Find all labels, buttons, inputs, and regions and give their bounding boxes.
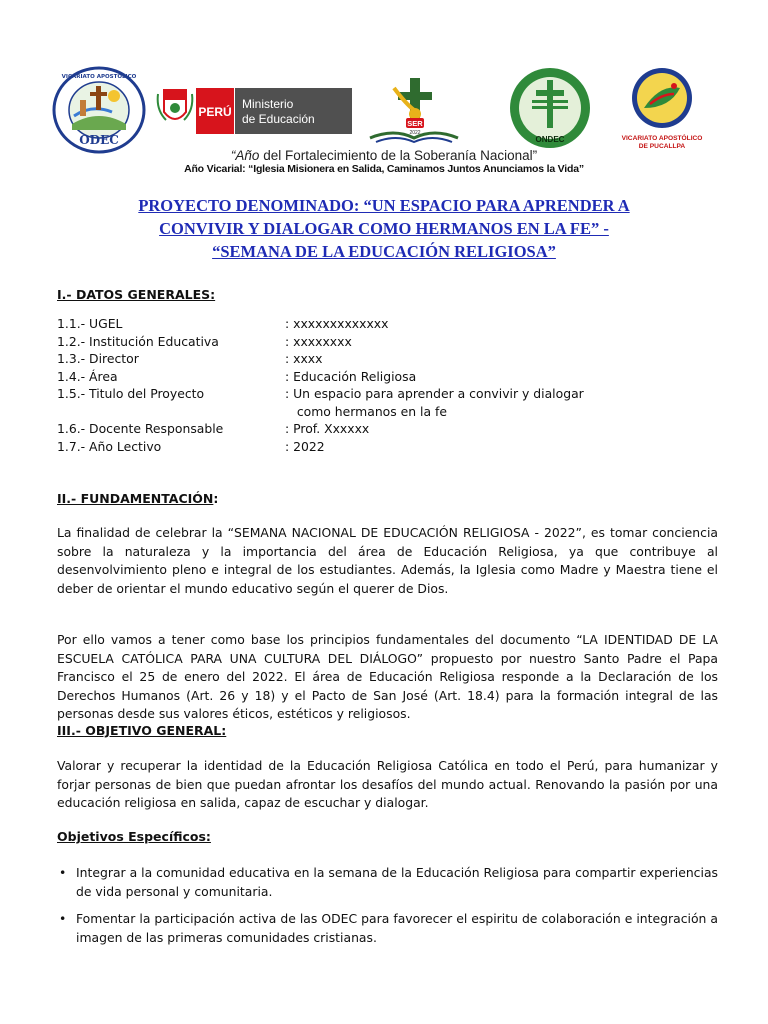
fundamentacion-paragraph-1: La finalidad de celebrar la “SEMANA NACIONAL DE EDUCACIÓN RELIGIOSA - 2022”, es tomar conciencia sobre la naturaleza y la importancia del área de Educación Religiosa, ya que contribuye al desenvolvimiento pleno e integral de los estudiantes. Además, la Iglesia como Madre y Maestra tiene el deber de orientar el mundo educativo según el querer de Dios.: [57, 525, 718, 596]
datos-value: como hermanos en la fe: [285, 403, 448, 419]
vicariato-pucallpa-logo: [614, 64, 710, 160]
objetivo-general-paragraph: Valorar y recuperar la identidad de la Educación Religiosa Católica en todo el Perú, para humanizar y forjar personas de bien que puedan afrontar los desafíos del mundo actual. Renovando la pasión por una educación religiosa en salida, capaz de escuchar y dialogar.: [57, 758, 718, 810]
list-item-text: Fomentar la participación activa de las ODEC para favorecer el espiritu de colaboración e integración a imagen de las primeras comunidades cristianas.: [76, 911, 718, 945]
year-motto: [0, 148, 768, 163]
peru-ministerio-logo: [156, 80, 356, 140]
list-item: [57, 910, 718, 947]
datos-value: : xxxx: [285, 351, 323, 366]
project-title: [40, 194, 728, 263]
vicariato-right-line1: VICARIATO APOSTÓLICO: [621, 135, 703, 142]
year-motto-rest: del Fortalecimiento de la Soberanía Nacional”: [259, 148, 538, 163]
datos-value: : Educación Religiosa: [285, 368, 417, 384]
datos-key: 1.2.- Institución Educativa: [57, 333, 219, 349]
section-heading-objetivo-general: III.- OBJETIVO GENERAL:: [57, 723, 227, 738]
vicariato-odec-seal-logo: [52, 66, 146, 154]
year-motto-prefix: “Año: [230, 148, 260, 163]
ser-year: 2022: [409, 130, 421, 136]
ser-text: SER: [407, 119, 423, 128]
objetivos-especificos-list: [57, 864, 718, 956]
fundamentacion-heading-text: II.- FUNDAMENTACIÓN: [57, 491, 214, 506]
section-heading-fundamentacion: [57, 491, 218, 506]
datos-row: [57, 334, 717, 352]
datos-key: 1.3.- Director: [57, 351, 139, 366]
datos-row: [57, 369, 717, 387]
datos-row: [57, 316, 717, 334]
ondec-badge-text: ONDEC: [535, 135, 565, 144]
datos-key: 1.4.- Área: [57, 368, 118, 384]
datos-key: 1.1.- UGEL: [57, 316, 123, 331]
datos-row: [57, 386, 717, 404]
vicarial-motto: Año Vicarial: “Iglesia Misionera en Salida, Caminamos Juntos Anunciamos la Vida”: [184, 163, 584, 175]
datos-row: [57, 439, 717, 457]
datos-value: : Un espacio para aprender a convivir y dialogar: [285, 386, 584, 401]
datos-key: 1.5.- Titulo del Proyecto: [57, 386, 205, 401]
section-heading-datos-generales: I.- DATOS GENERALES:: [57, 287, 216, 302]
logo-row: [0, 60, 768, 160]
datos-value: : Prof. Xxxxxx: [285, 421, 370, 436]
datos-key: 1.7.- Año Lectivo: [57, 438, 162, 454]
peru-text: PERÚ: [198, 105, 232, 119]
ministerio-line2: de Educación: [242, 112, 315, 126]
datos-value: : xxxxxxxx: [285, 333, 352, 349]
datos-value: : 2022: [285, 438, 325, 454]
objetivos-especificos-heading: Objetivos Específicos:: [57, 829, 211, 844]
list-item-text: Integrar a la comunidad educativa en la semana de la Educación Religiosa para compartir experiencias de vida personal y comunitaria.: [76, 865, 718, 899]
ondec-logo: [508, 66, 592, 150]
project-title-line2: CONVIVIR Y DIALOGAR COMO HERMANOS EN LA FE” -: [159, 219, 609, 238]
datos-row: [57, 421, 717, 439]
fundamentacion-paragraph-2: Por ello vamos a tener como base los principios fundamentales del documento “LA IDENTIDAD DE LA ESCUELA CATÓLICA PARA UNA CULTURA DEL DIÁLOGO” propuesto por nuestro Santo Padre el Papa Francisco el 25 de enero del 2022. El área de Educación Religiosa responde a la Declaración de los Derechos Humanos (Art. 26 y 18) y el Pacto de San José (Art. 18.4) para la formación integral de las personas desde sus valores éticos, estéticos y religiosos.: [57, 632, 718, 721]
bullet-icon: •: [59, 865, 67, 880]
svg-text:VICARIATO APOSTÓLICO: VICARIATO APOSTÓLICO: [61, 74, 137, 80]
bullet-icon: •: [59, 911, 67, 926]
project-title-line1: PROYECTO DENOMINADO: “UN ESPACIO PARA APRENDER A: [138, 196, 630, 215]
ser-2022-logo: [366, 74, 462, 144]
fundamentacion-heading-colon: :: [213, 491, 219, 506]
datos-row-continuation: [57, 404, 717, 422]
datos-generales-table: [57, 316, 717, 456]
project-title-line3: “SEMANA DE LA EDUCACIÓN RELIGIOSA”: [212, 242, 556, 261]
vicariato-right-line2: DE PUCALLPA: [638, 143, 686, 150]
ministerio-line1: Ministerio: [242, 97, 294, 111]
list-item: [57, 864, 718, 901]
odec-badge-text: ODEC: [79, 133, 119, 147]
datos-key: 1.6.- Docente Responsable: [57, 421, 224, 436]
datos-row: [57, 351, 717, 369]
datos-value: : xxxxxxxxxxxxx: [285, 316, 389, 331]
